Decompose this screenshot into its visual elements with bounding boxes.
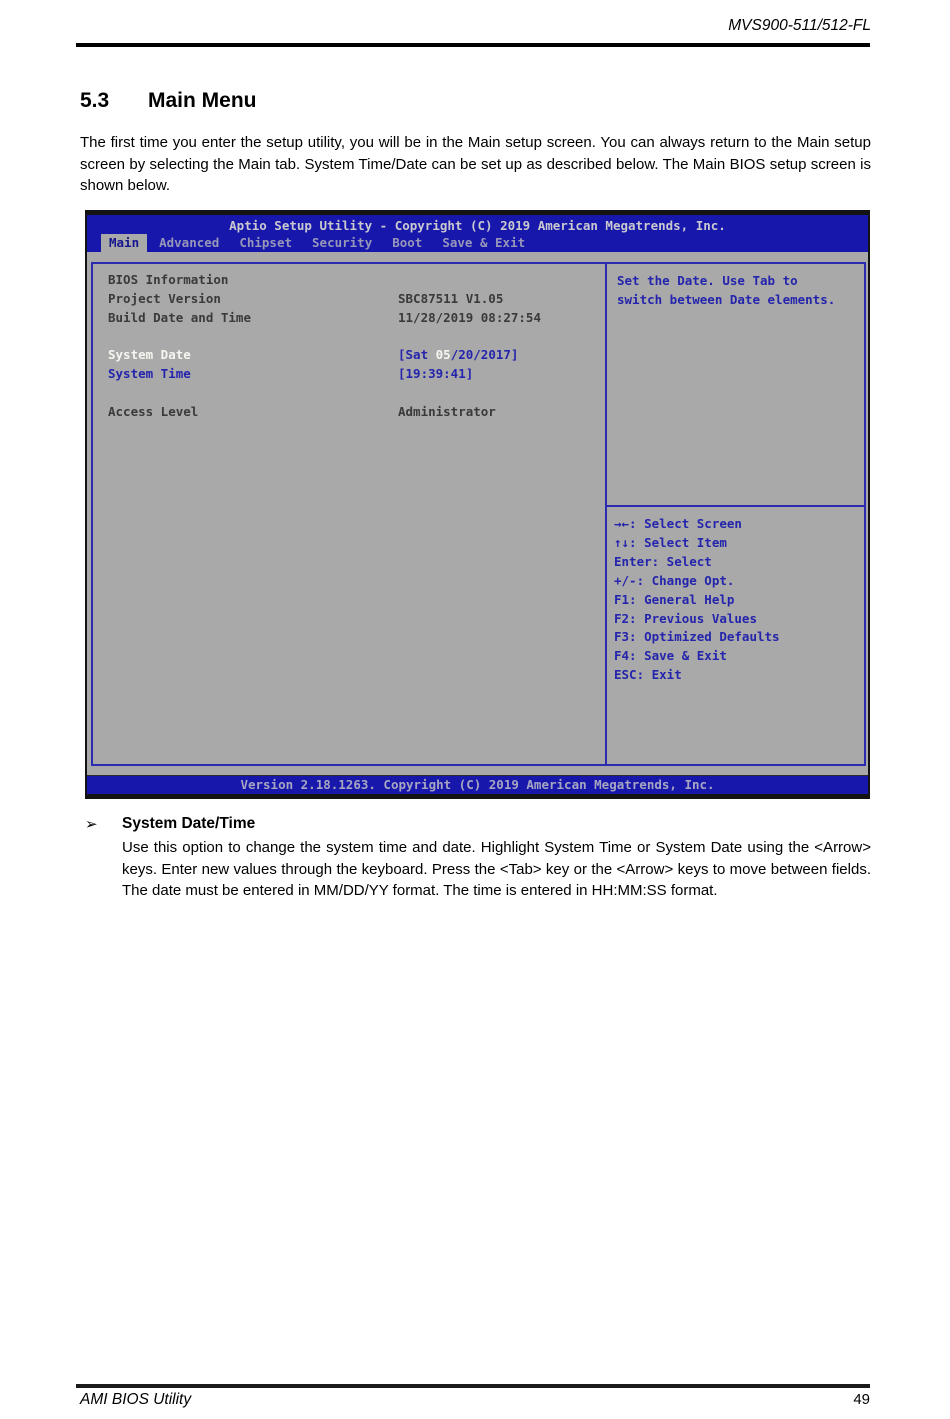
row-label: Project Version (108, 290, 221, 306)
hotkey-enter: Enter: Select (614, 553, 712, 569)
system-date-value[interactable]: [Sat 05/20/2017] (398, 347, 519, 363)
hotkey-change-opt: +/-: Change Opt. (614, 572, 735, 588)
row-system-date[interactable] (108, 347, 600, 366)
section-heading (80, 89, 257, 113)
row-access-level (108, 404, 600, 423)
bios-tab-boot[interactable]: Boot (392, 235, 423, 250)
bios-settings-pane (108, 272, 600, 422)
list-bullet-icon: ➢ (85, 816, 98, 833)
hotkey-f1: F1: General Help (614, 591, 735, 607)
hotkey-legend (614, 515, 780, 685)
bios-tab-advanced[interactable]: Advanced (159, 235, 220, 250)
system-time-label: System Time (108, 365, 191, 381)
info-group-label: BIOS Information (108, 272, 229, 287)
section-number: 5.3 (80, 89, 110, 112)
row-system-time[interactable] (108, 366, 600, 385)
spacer-row (108, 328, 600, 347)
pane-vertical-divider (605, 264, 607, 764)
hotkey-f4: F4: Save & Exit (614, 648, 727, 664)
hotkey-select-item: ↑↓: Select Item (614, 534, 727, 550)
bios-tab-bar (101, 234, 537, 252)
footer-rule (76, 1384, 870, 1388)
note-body: Use this option to change the system time and date. Highlight System Time or System Date using the <Arrow> keys. Enter new values through the keyboard. Press the <Tab> key or the <Arrow> keys to move between fields. The date must be entered in MM/DD/YY format. The time is entered in HH:MM:SS format. (122, 839, 871, 899)
date-field-selected[interactable]: 05 (435, 347, 451, 363)
bios-title-bar (87, 215, 868, 252)
access-level-label: Access Level (108, 403, 199, 419)
header-rule (76, 43, 870, 47)
row-value: SBC87511 V1.05 (398, 290, 504, 306)
row-project-version (108, 291, 600, 310)
hotkey-esc: ESC: Exit (614, 667, 682, 683)
intro-paragraph: The first time you enter the setup utility, you will be in the Main setup screen. You can always return to the Main setup screen by selecting the Main tab. System Time/Date can be set up as described below. The Main BIOS setup screen is shown below. (80, 134, 871, 194)
hotkey-select-screen: →←: Select Screen (614, 516, 742, 531)
hotkey-f3: F3: Optimized Defaults (614, 629, 780, 645)
document-code: MVS900-511/512-FL (728, 17, 871, 34)
bios-tab-chipset[interactable]: Chipset (239, 235, 293, 250)
bios-panes (91, 262, 866, 766)
footer-page-number: 49 (853, 1391, 870, 1408)
bios-title-text: Aptio Setup Utility - Copyright (C) 2019 American Megatrends, Inc. (229, 218, 726, 233)
item-help-text: Set the Date. Use Tab to switch between Date elements. (617, 273, 836, 307)
hotkey-f2: F2: Previous Values (614, 610, 757, 626)
section-title: Main Menu (148, 89, 257, 112)
note-title: System Date/Time (122, 815, 256, 832)
bios-tab-main[interactable]: Main (101, 234, 147, 252)
bios-screenshot (85, 210, 870, 799)
pane-horizontal-divider (607, 505, 864, 507)
bios-tab-save-exit[interactable]: Save & Exit (442, 235, 526, 250)
access-level-value: Administrator (398, 403, 496, 419)
bios-tab-security[interactable]: Security (312, 235, 373, 250)
bios-body (87, 252, 868, 775)
spacer-row (108, 385, 600, 404)
row-build-date (108, 310, 600, 329)
row-value: 11/28/2019 08:27:54 (398, 309, 541, 325)
system-date-label: System Date (108, 347, 191, 363)
footer-doc-name: AMI BIOS Utility (80, 1391, 192, 1408)
system-time-value[interactable]: [19:39:41] (398, 365, 474, 381)
bios-version-bar: Version 2.18.1263. Copyright (C) 2019 American Megatrends, Inc. (87, 775, 868, 794)
row-label: Build Date and Time (108, 309, 251, 325)
